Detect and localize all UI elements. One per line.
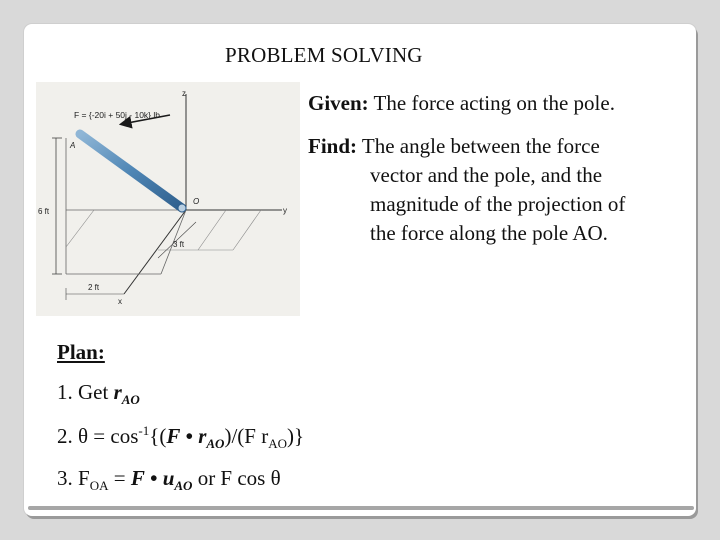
axis-label-x: x — [118, 297, 122, 306]
force-label: F = {-20i + 50j - 10k} lb — [74, 110, 160, 120]
axis-label-y: y — [283, 206, 287, 215]
axis-label-z: z — [182, 89, 186, 98]
given-text: The force acting on the pole. — [373, 91, 615, 115]
x-axis — [124, 210, 186, 294]
find-statement — [308, 132, 625, 248]
pole-ao — [80, 134, 182, 208]
plan-step-2: 2. $\theta = \cos^{-1}\{(F$ • $r_{AO})/(F$ $r_{AO}$)} — [57, 423, 305, 452]
plan-step-1: 1. Get $r_{AO}$ — [57, 380, 140, 408]
dim-label-2ft: 2 ft — [88, 283, 100, 292]
plan-step-3: 3. $F_{OA} = F$ • $u_{AO}$ or F cos θ — [57, 466, 281, 494]
point-label-a: A — [70, 141, 76, 150]
find-line-2: vector and the pole, and the — [370, 163, 603, 187]
find-line-3: magnitude of the projection of — [370, 192, 626, 216]
find-line-4: the force along the pole AO. — [370, 221, 608, 245]
given-label: Given: — [308, 91, 369, 115]
point-o — [178, 204, 186, 212]
dim-label-3ft: 3 ft — [173, 240, 185, 249]
point-label-o: O — [193, 197, 200, 206]
pole-force-figure — [36, 82, 300, 316]
dim-label-6ft: 6 ft — [38, 207, 50, 216]
slide-bottom-rule — [28, 506, 694, 510]
plan-label: Plan: — [57, 340, 105, 364]
find-line-1: The angle between the force — [361, 134, 600, 158]
given-statement — [308, 89, 615, 118]
slide-title: PROBLEM SOLVING — [225, 43, 423, 67]
find-label: Find: — [308, 134, 358, 158]
